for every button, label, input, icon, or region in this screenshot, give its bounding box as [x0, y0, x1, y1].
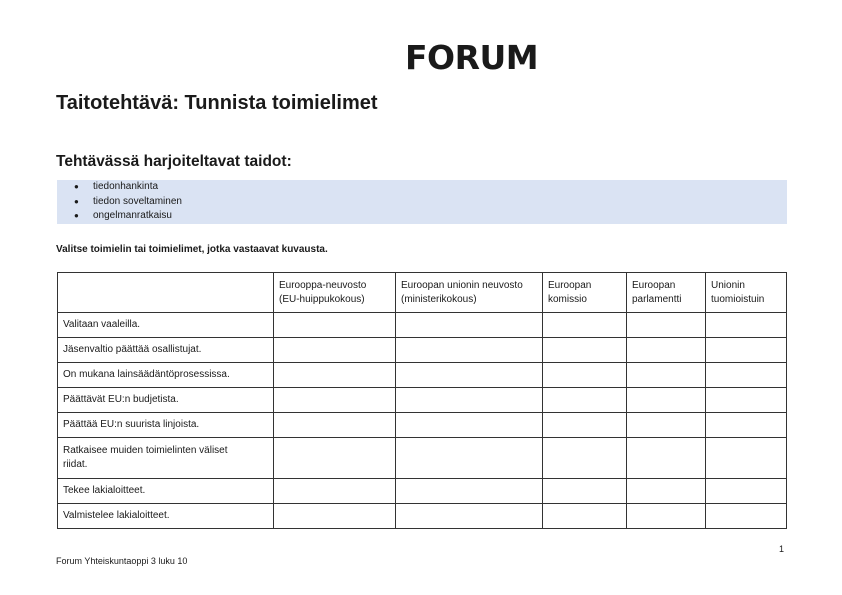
column-header-commission: Euroopan komissio — [543, 273, 627, 313]
answer-cell[interactable] — [706, 313, 787, 338]
column-header-court-of-justice: Unionin tuomioistuin — [706, 273, 787, 313]
table-row — [58, 363, 787, 388]
skill-item — [57, 195, 787, 210]
answer-cell[interactable] — [274, 504, 396, 529]
column-header-council-of-eu: Euroopan unionin neuvosto (ministerikokous) — [396, 273, 543, 313]
answer-cell[interactable] — [706, 363, 787, 388]
answer-cell[interactable] — [396, 338, 543, 363]
table-row — [58, 413, 787, 438]
answer-cell[interactable] — [627, 363, 706, 388]
row-description: Tekee lakialoitteet. — [58, 479, 274, 504]
bullet-icon: ● — [74, 211, 79, 220]
row-description: On mukana lainsäädäntöprosessissa. — [58, 363, 274, 388]
answer-cell[interactable] — [543, 363, 627, 388]
column-header-parliament: Euroopan parlamentti — [627, 273, 706, 313]
answer-cell[interactable] — [706, 413, 787, 438]
answer-cell[interactable] — [627, 313, 706, 338]
answer-cell[interactable] — [543, 388, 627, 413]
bullet-icon: ● — [74, 182, 79, 191]
answer-cell[interactable] — [274, 438, 396, 479]
skill-label: tiedon soveltaminen — [93, 195, 182, 207]
answer-cell[interactable] — [274, 388, 396, 413]
answer-cell[interactable] — [627, 338, 706, 363]
answer-cell[interactable] — [543, 438, 627, 479]
instruction-text: Valitse toimielin tai toimielimet, jotka vastaavat kuvausta. — [56, 244, 328, 255]
row-description: Valitaan vaaleilla. — [58, 313, 274, 338]
answer-cell[interactable] — [396, 313, 543, 338]
answer-cell[interactable] — [543, 413, 627, 438]
answer-cell[interactable] — [627, 479, 706, 504]
table-row — [58, 438, 787, 479]
row-description: Ratkaisee muiden toimielinten väliset riidat. — [58, 438, 274, 479]
answer-cell[interactable] — [274, 313, 396, 338]
answer-cell[interactable] — [627, 438, 706, 479]
answer-cell[interactable] — [706, 438, 787, 479]
table-row — [58, 313, 787, 338]
skill-item — [57, 209, 787, 224]
answer-cell[interactable] — [706, 479, 787, 504]
table-header-row — [58, 273, 787, 313]
answer-cell[interactable] — [274, 479, 396, 504]
table-row — [58, 479, 787, 504]
answer-cell[interactable] — [543, 313, 627, 338]
answer-cell[interactable] — [706, 504, 787, 529]
skill-label: ongelmanratkaisu — [93, 210, 172, 221]
header-empty-cell — [58, 273, 274, 313]
bullet-icon: ● — [74, 196, 79, 206]
answer-cell[interactable] — [396, 438, 543, 479]
answer-cell[interactable] — [396, 388, 543, 413]
row-description: Päättää EU:n suurista linjoista. — [58, 413, 274, 438]
row-description: Päättävät EU:n budjetista. — [58, 388, 274, 413]
answer-cell[interactable] — [706, 388, 787, 413]
answer-cell[interactable] — [274, 413, 396, 438]
table-row — [58, 388, 787, 413]
answer-cell[interactable] — [706, 338, 787, 363]
row-description: Valmistelee lakialoitteet. — [58, 504, 274, 529]
answer-cell[interactable] — [396, 504, 543, 529]
page-title: Taitotehtävä: Tunnista toimielimet — [56, 92, 378, 114]
answer-cell[interactable] — [396, 363, 543, 388]
table-row — [58, 504, 787, 529]
skills-heading: Tehtävässä harjoiteltavat taidot: — [56, 153, 292, 170]
answer-cell[interactable] — [543, 479, 627, 504]
answer-cell[interactable] — [543, 504, 627, 529]
table-row — [58, 338, 787, 363]
answer-cell[interactable] — [396, 479, 543, 504]
answer-cell[interactable] — [627, 413, 706, 438]
skill-label: tiedonhankinta — [93, 181, 159, 192]
answer-cell[interactable] — [627, 388, 706, 413]
skills-list — [57, 180, 787, 224]
page-number: 1 — [779, 544, 785, 554]
skill-item — [57, 180, 787, 195]
answer-cell[interactable] — [274, 338, 396, 363]
answer-cell[interactable] — [396, 413, 543, 438]
footer-text: Forum Yhteiskuntaoppi 3 luku 10 — [56, 556, 188, 566]
row-description: Jäsenvaltio päättää osallistujat. — [58, 338, 274, 363]
answer-cell[interactable] — [543, 338, 627, 363]
answer-cell[interactable] — [627, 504, 706, 529]
answer-cell[interactable] — [274, 363, 396, 388]
forum-logo: FORUM — [405, 38, 539, 77]
column-header-european-council: Eurooppa-neuvosto (EU-huippukokous) — [274, 273, 396, 313]
institutions-table — [57, 272, 787, 529]
